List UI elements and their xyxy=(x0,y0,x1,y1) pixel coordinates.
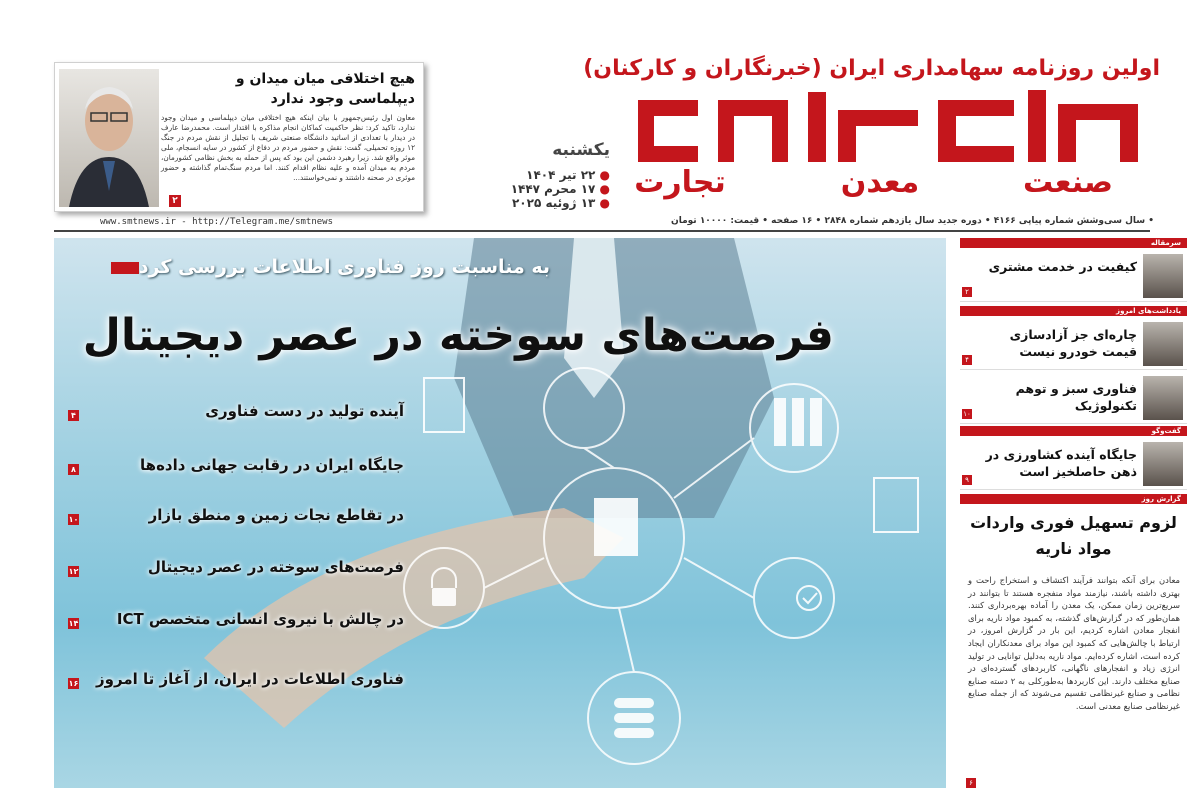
top-news-title[interactable]: هیچ اختلافی میان میدان و دیپلماسی وجود ندارد xyxy=(235,71,415,107)
author-avatar xyxy=(1143,322,1183,366)
page-number-badge: ۱۲ xyxy=(68,567,79,576)
top-news-box[interactable] xyxy=(54,62,424,212)
date-lunar: ● ۱۷ محرم ۱۴۴۷ xyxy=(510,182,610,196)
feature-item[interactable] xyxy=(64,668,414,698)
author-avatar xyxy=(1143,254,1183,298)
feature-item-label: در تقاطع نجات زمین و منطق بازار xyxy=(148,506,404,524)
edit-document-icon xyxy=(874,478,918,532)
section-label-interview: گفت‌وگو xyxy=(960,426,1187,436)
top-news-body: معاون اول رئیس‌جمهور با بیان اینکه هیچ اختلافی میان دیپلماسی و میدان وجود ندارد، تاکید کرد: نظر حاکمیت کماکان انجام مذاکره با اقتدار است. محمدرضا عارف در دیدار با تعدادی از اساتید دانشگاه صنعتی شریف با تجلیل از نقش مردم در جنگ ۱۲ روزه تحمیلی، گفت: نقش و حضور مردم در دفاع از کشور در سایه انسجام، ملی موثر واقع شد. زیرا رهبرد دشمن این بود که پس از حمله به بخش نظامی کشورمان، مردم به میدان آمده و علیه نظام اقدام کنند. اما مردم سنگ‌تمام گذاشته و حضور موثری در صحنه داشتند و نمی‌خواستند... xyxy=(161,113,415,182)
brand-logo-icon xyxy=(111,262,139,274)
masthead xyxy=(0,0,1200,232)
page-number-badge: ۸ xyxy=(68,464,79,475)
page-number-badge: ۲ xyxy=(169,195,181,207)
bullet-icon: ● xyxy=(595,182,610,196)
newspaper-logo[interactable] xyxy=(618,80,1158,208)
feature-item-label: فناوری اطلاعات در ایران، از آغاز تا امروز xyxy=(96,670,404,688)
logo-word-tejarat: تجارت xyxy=(634,165,726,200)
feature-story[interactable] xyxy=(54,238,946,788)
feature-item-label: جایگاه ایران در رقابت جهانی داده‌ها xyxy=(140,456,404,474)
sidebar-item-interview[interactable] xyxy=(960,438,1187,490)
page-number-badge: ۴ xyxy=(68,410,79,421)
sidebar-item-title: چاره‌ای جز آزادسازی قیمت خودرو نیست xyxy=(1009,327,1137,359)
url-strip[interactable]: www.smtnews.ir - http://Telegram.me/smtnews xyxy=(100,217,333,227)
report-body: معادن برای آنکه بتوانند فرآیند اکتشاف و استخراج راحت و بهتری داشته باشند، نیازمند مواد منفجره هستند تا بتوانند در سریع‌ترین زمان ممکن، یک معدن را آماده بهره‌برداری کنند. همان‌طور که در گزارش‌های گذشته، به کمبود مواد ناریه برای انفجار معادن اشاره کردیم، این بار در گزارش امروز، در ارتباط با چالش‌هایی که کمبود این مواد برای معدنکاران ایجاد کرده است، اشاره کرده‌ایم. مواد ناریه به‌دلیل توانایی در تولید انرژی زیاد و انفجارهای ناگهانی، کاربردهای گسترده‌ای در صنایع مختلف دارند. این کاربردها به‌طورکلی به ۲ دسته صنایع نظامی و صنایع غیرنظامی تقسیم می‌شوند که از جمله صنایع غیرنظامی صنایع معدنی است. xyxy=(968,575,1180,711)
page-number-badge: ۲ xyxy=(962,287,972,297)
sidebar-item-title: فناوری سبز و توهم تکنولوژیک xyxy=(1015,381,1137,413)
sidebar-item-title: جایگاه آینده کشاورزی در ذهن حاصلخیز است xyxy=(985,447,1137,479)
sidebar-item-note-2[interactable] xyxy=(960,372,1187,424)
feature-item[interactable] xyxy=(64,556,414,586)
feature-kicker: به مناسبت روز فناوری اطلاعات بررسی کرد xyxy=(80,256,550,278)
feature-item-label: فرصت‌های سوخته در عصر دیجیتال xyxy=(147,558,404,576)
bullet-icon: ● xyxy=(595,196,610,210)
author-avatar xyxy=(1143,376,1183,420)
feature-item[interactable] xyxy=(64,504,414,534)
page-number-badge: ۱۰ xyxy=(963,410,971,418)
binder-icon xyxy=(774,398,786,446)
logo-word-sanat: صنعت xyxy=(1023,165,1113,200)
sidebar-item-note-1[interactable] xyxy=(960,318,1187,370)
feature-item-label: ICT در چالش با نیروی انسانی متخصص xyxy=(116,610,404,628)
weekday: یکشنبه xyxy=(552,140,610,160)
sidebar-item-editorial[interactable] xyxy=(960,250,1187,302)
page-number-badge: ۴ xyxy=(962,355,972,365)
top-news-photo xyxy=(59,69,159,207)
bullet-icon: ● xyxy=(595,168,610,182)
logo-word-madan: معدن xyxy=(840,165,920,200)
page-number-badge: ۹ xyxy=(962,475,972,485)
feature-headline[interactable]: فرصت‌های سوخته در عصر دیجیتال xyxy=(82,310,834,361)
feature-item-label: آینده تولید در دست فناوری xyxy=(205,402,404,420)
feature-item[interactable] xyxy=(64,608,414,638)
feature-item[interactable] xyxy=(64,454,414,484)
section-label-notes: یادداشت‌های امروز xyxy=(960,306,1187,316)
author-avatar xyxy=(1143,442,1183,486)
page-number-badge: ۱۶ xyxy=(68,679,79,688)
section-label-report: گزارش روز xyxy=(960,494,1187,504)
masthead-divider xyxy=(54,230,1150,232)
page-number-badge: ۶ xyxy=(966,778,976,788)
page-number-badge: ۱۰ xyxy=(68,515,79,524)
date-gregorian: ● ۱۳ ژوئیه ۲۰۲۵ xyxy=(511,196,610,210)
feature-item[interactable] xyxy=(64,400,414,430)
masthead-tagline: اولین روزنامه سهامداری ایران (خبرنگاران و کارکنان) xyxy=(583,56,1160,81)
date-solar: ● ۲۲ تیر ۱۴۰۴ xyxy=(526,168,610,182)
page-number-badge: ۱۴ xyxy=(68,619,79,628)
issue-info: • سال سی‌وشش شماره پیاپی ۴۱۶۶ • دوره جدید سال یازدهم شماره ۲۸۴۸ • ۱۶ صفحه • قیمت: ۱۰۰۰۰ تومان xyxy=(671,216,1154,226)
report-title[interactable]: لزوم تسهیل فوری واردات مواد ناریه xyxy=(970,513,1177,558)
sidebar xyxy=(960,238,1187,792)
section-label-editorial: سرمقاله xyxy=(960,238,1187,248)
sidebar-item-title: کیفیت در خدمت مشتری xyxy=(988,259,1137,274)
